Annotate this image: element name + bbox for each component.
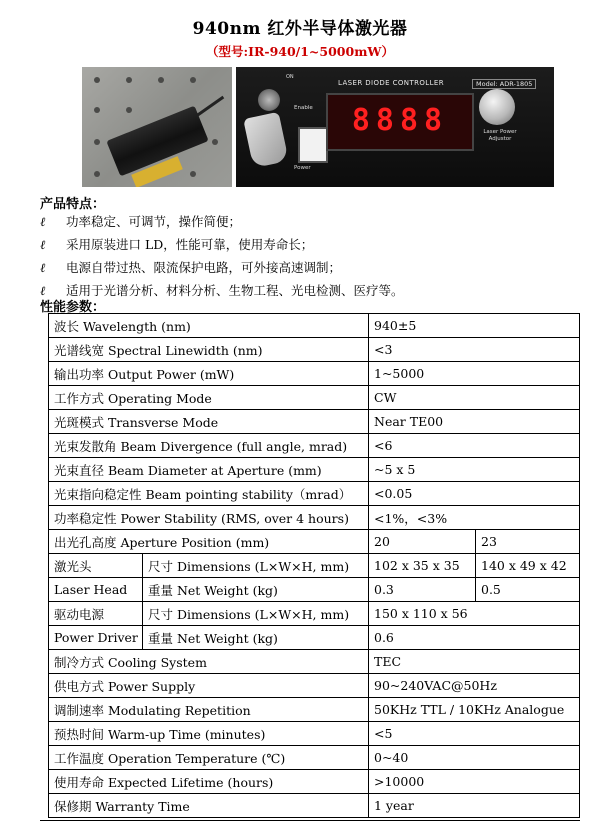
table-row — [49, 578, 580, 602]
spec-label: 保修期 Warranty Time — [49, 794, 369, 818]
spec-value: 940±5 — [369, 314, 580, 338]
led-digits: 8888 — [351, 103, 449, 138]
spec-value: 23 — [476, 530, 580, 554]
spec-label: 光斑模式 Transverse Mode — [49, 410, 369, 434]
model-number: （型号:IR-940/1~5000mW） — [206, 44, 394, 59]
table-row — [49, 770, 580, 794]
spec-value: CW — [369, 386, 580, 410]
table-hole — [190, 77, 196, 83]
table-hole — [126, 77, 132, 83]
spec-value: >10000 — [369, 770, 580, 794]
feature-item — [40, 233, 580, 256]
specs-heading: 性能参数： — [40, 300, 106, 315]
spec-value: <1%，<3% — [369, 506, 580, 530]
table-hole — [126, 107, 132, 113]
table-row — [49, 434, 580, 458]
spec-value: 102 x 35 x 35 — [369, 554, 476, 578]
group-label-en: Power Driver — [49, 626, 143, 650]
feature-item — [40, 256, 580, 279]
table-row — [49, 386, 580, 410]
spec-value: <6 — [369, 434, 580, 458]
spec-value: 1~5000 — [369, 362, 580, 386]
spec-label: 尺寸 Dimensions (L×W×H, mm) — [143, 554, 369, 578]
table-row — [49, 722, 580, 746]
table-row — [49, 554, 580, 578]
spec-value: <3 — [369, 338, 580, 362]
power-label: Power — [294, 165, 311, 171]
table-row — [49, 650, 580, 674]
group-label-cn: 驱动电源 — [49, 602, 143, 626]
table-row — [49, 506, 580, 530]
spec-label: 光束指向稳定性 Beam pointing stability（mrad） — [49, 482, 369, 506]
spec-value: 90~240VAC@50Hz — [369, 674, 580, 698]
controller-photo — [236, 67, 554, 187]
spec-label: 功率稳定性 Power Stability (RMS, over 4 hours) — [49, 506, 369, 530]
feature-text: 功率稳定、可调节，操作简便； — [66, 214, 242, 229]
bullet-icon: ℓ — [40, 237, 46, 252]
page-title: 940nm 红外半导体激光器 — [192, 19, 408, 39]
spec-value: Near TE00 — [369, 410, 580, 434]
table-hole — [212, 139, 218, 145]
table-row — [49, 482, 580, 506]
spec-label: 工作温度 Operation Temperature (℃) — [49, 746, 369, 770]
spec-label: 光束直径 Beam Diameter at Aperture (mm) — [49, 458, 369, 482]
spec-value: <0.05 — [369, 482, 580, 506]
enable-label: Enable — [294, 105, 313, 111]
table-hole — [190, 171, 196, 177]
on-label: ON — [286, 74, 294, 80]
controller-header: LASER DIODE CONTROLLER — [338, 79, 444, 87]
table-hole — [158, 77, 164, 83]
spec-value: ~5 x 5 — [369, 458, 580, 482]
spec-label: 调制速率 Modulating Repetition — [49, 698, 369, 722]
feature-item — [40, 279, 580, 302]
group-label-cn: 激光头 — [49, 554, 143, 578]
spec-label: 光谱线宽 Spectral Linewidth (nm) — [49, 338, 369, 362]
table-hole — [94, 107, 100, 113]
key-switch — [258, 89, 280, 111]
spec-value: 1 year — [369, 794, 580, 818]
table-hole — [94, 171, 100, 177]
table-row — [49, 458, 580, 482]
table-hole — [94, 77, 100, 83]
feature-text: 采用原装进口 LD，性能可靠，使用寿命长； — [66, 237, 314, 252]
spec-label: 预热时间 Warm-up Time (minutes) — [49, 722, 369, 746]
table-row — [49, 362, 580, 386]
spec-value: 0~40 — [369, 746, 580, 770]
table-row — [49, 626, 580, 650]
features-heading: 产品特点： — [40, 197, 106, 212]
feature-text: 电源自带过热、限流保护电路，可外接高速调制； — [66, 260, 342, 275]
spec-label: 使用寿命 Expected Lifetime (hours) — [49, 770, 369, 794]
table-row — [49, 674, 580, 698]
spec-value: 150 x 110 x 56 — [369, 602, 580, 626]
spec-value: 0.3 — [369, 578, 476, 602]
spec-label: 重量 Net Weight (kg) — [143, 578, 369, 602]
features-list — [40, 210, 580, 302]
spec-value: <5 — [369, 722, 580, 746]
table-row — [49, 794, 580, 818]
group-label-en: Laser Head — [49, 578, 143, 602]
spec-label: 工作方式 Operating Mode — [49, 386, 369, 410]
spec-label: 重量 Net Weight (kg) — [143, 626, 369, 650]
spec-label: 供电方式 Power Supply — [49, 674, 369, 698]
table-row — [49, 602, 580, 626]
key-icon — [243, 112, 289, 168]
spec-label: 输出功率 Output Power (mW) — [49, 362, 369, 386]
table-hole — [94, 139, 100, 145]
table-row — [49, 314, 580, 338]
spec-label: 波长 Wavelength (nm) — [49, 314, 369, 338]
feature-text: 适用于光谱分析、材料分析、生物工程、光电检测、医疗等。 — [66, 283, 404, 298]
spec-value: 50KHz TTL / 10KHz Analogue — [369, 698, 580, 722]
table-row — [49, 410, 580, 434]
led-display — [326, 93, 474, 151]
spec-label: 制冷方式 Cooling System — [49, 650, 369, 674]
adjust-label: Laser Power Adjustor — [483, 129, 517, 142]
power-switch — [298, 127, 328, 163]
bullet-icon: ℓ — [40, 214, 46, 229]
spec-label: 光束发散角 Beam Divergence (full angle, mrad) — [49, 434, 369, 458]
bullet-icon: ℓ — [40, 283, 46, 298]
feature-item — [40, 210, 580, 233]
spec-value: TEC — [369, 650, 580, 674]
table-row — [49, 530, 580, 554]
spec-label: 出光孔高度 Aperture Position (mm) — [49, 530, 369, 554]
spec-value: 0.5 — [476, 578, 580, 602]
controller-model: Model: ADR-1805 — [472, 79, 536, 89]
power-knob — [479, 89, 515, 125]
spec-value: 20 — [369, 530, 476, 554]
page-divider — [40, 820, 580, 821]
table-row — [49, 698, 580, 722]
spec-table — [48, 313, 580, 818]
table-row — [49, 746, 580, 770]
spec-value: 140 x 49 x 42 — [476, 554, 580, 578]
table-row — [49, 338, 580, 362]
spec-label: 尺寸 Dimensions (L×W×H, mm) — [143, 602, 369, 626]
bullet-icon: ℓ — [40, 260, 46, 275]
laser-head-photo — [82, 67, 232, 187]
spec-value: 0.6 — [369, 626, 580, 650]
